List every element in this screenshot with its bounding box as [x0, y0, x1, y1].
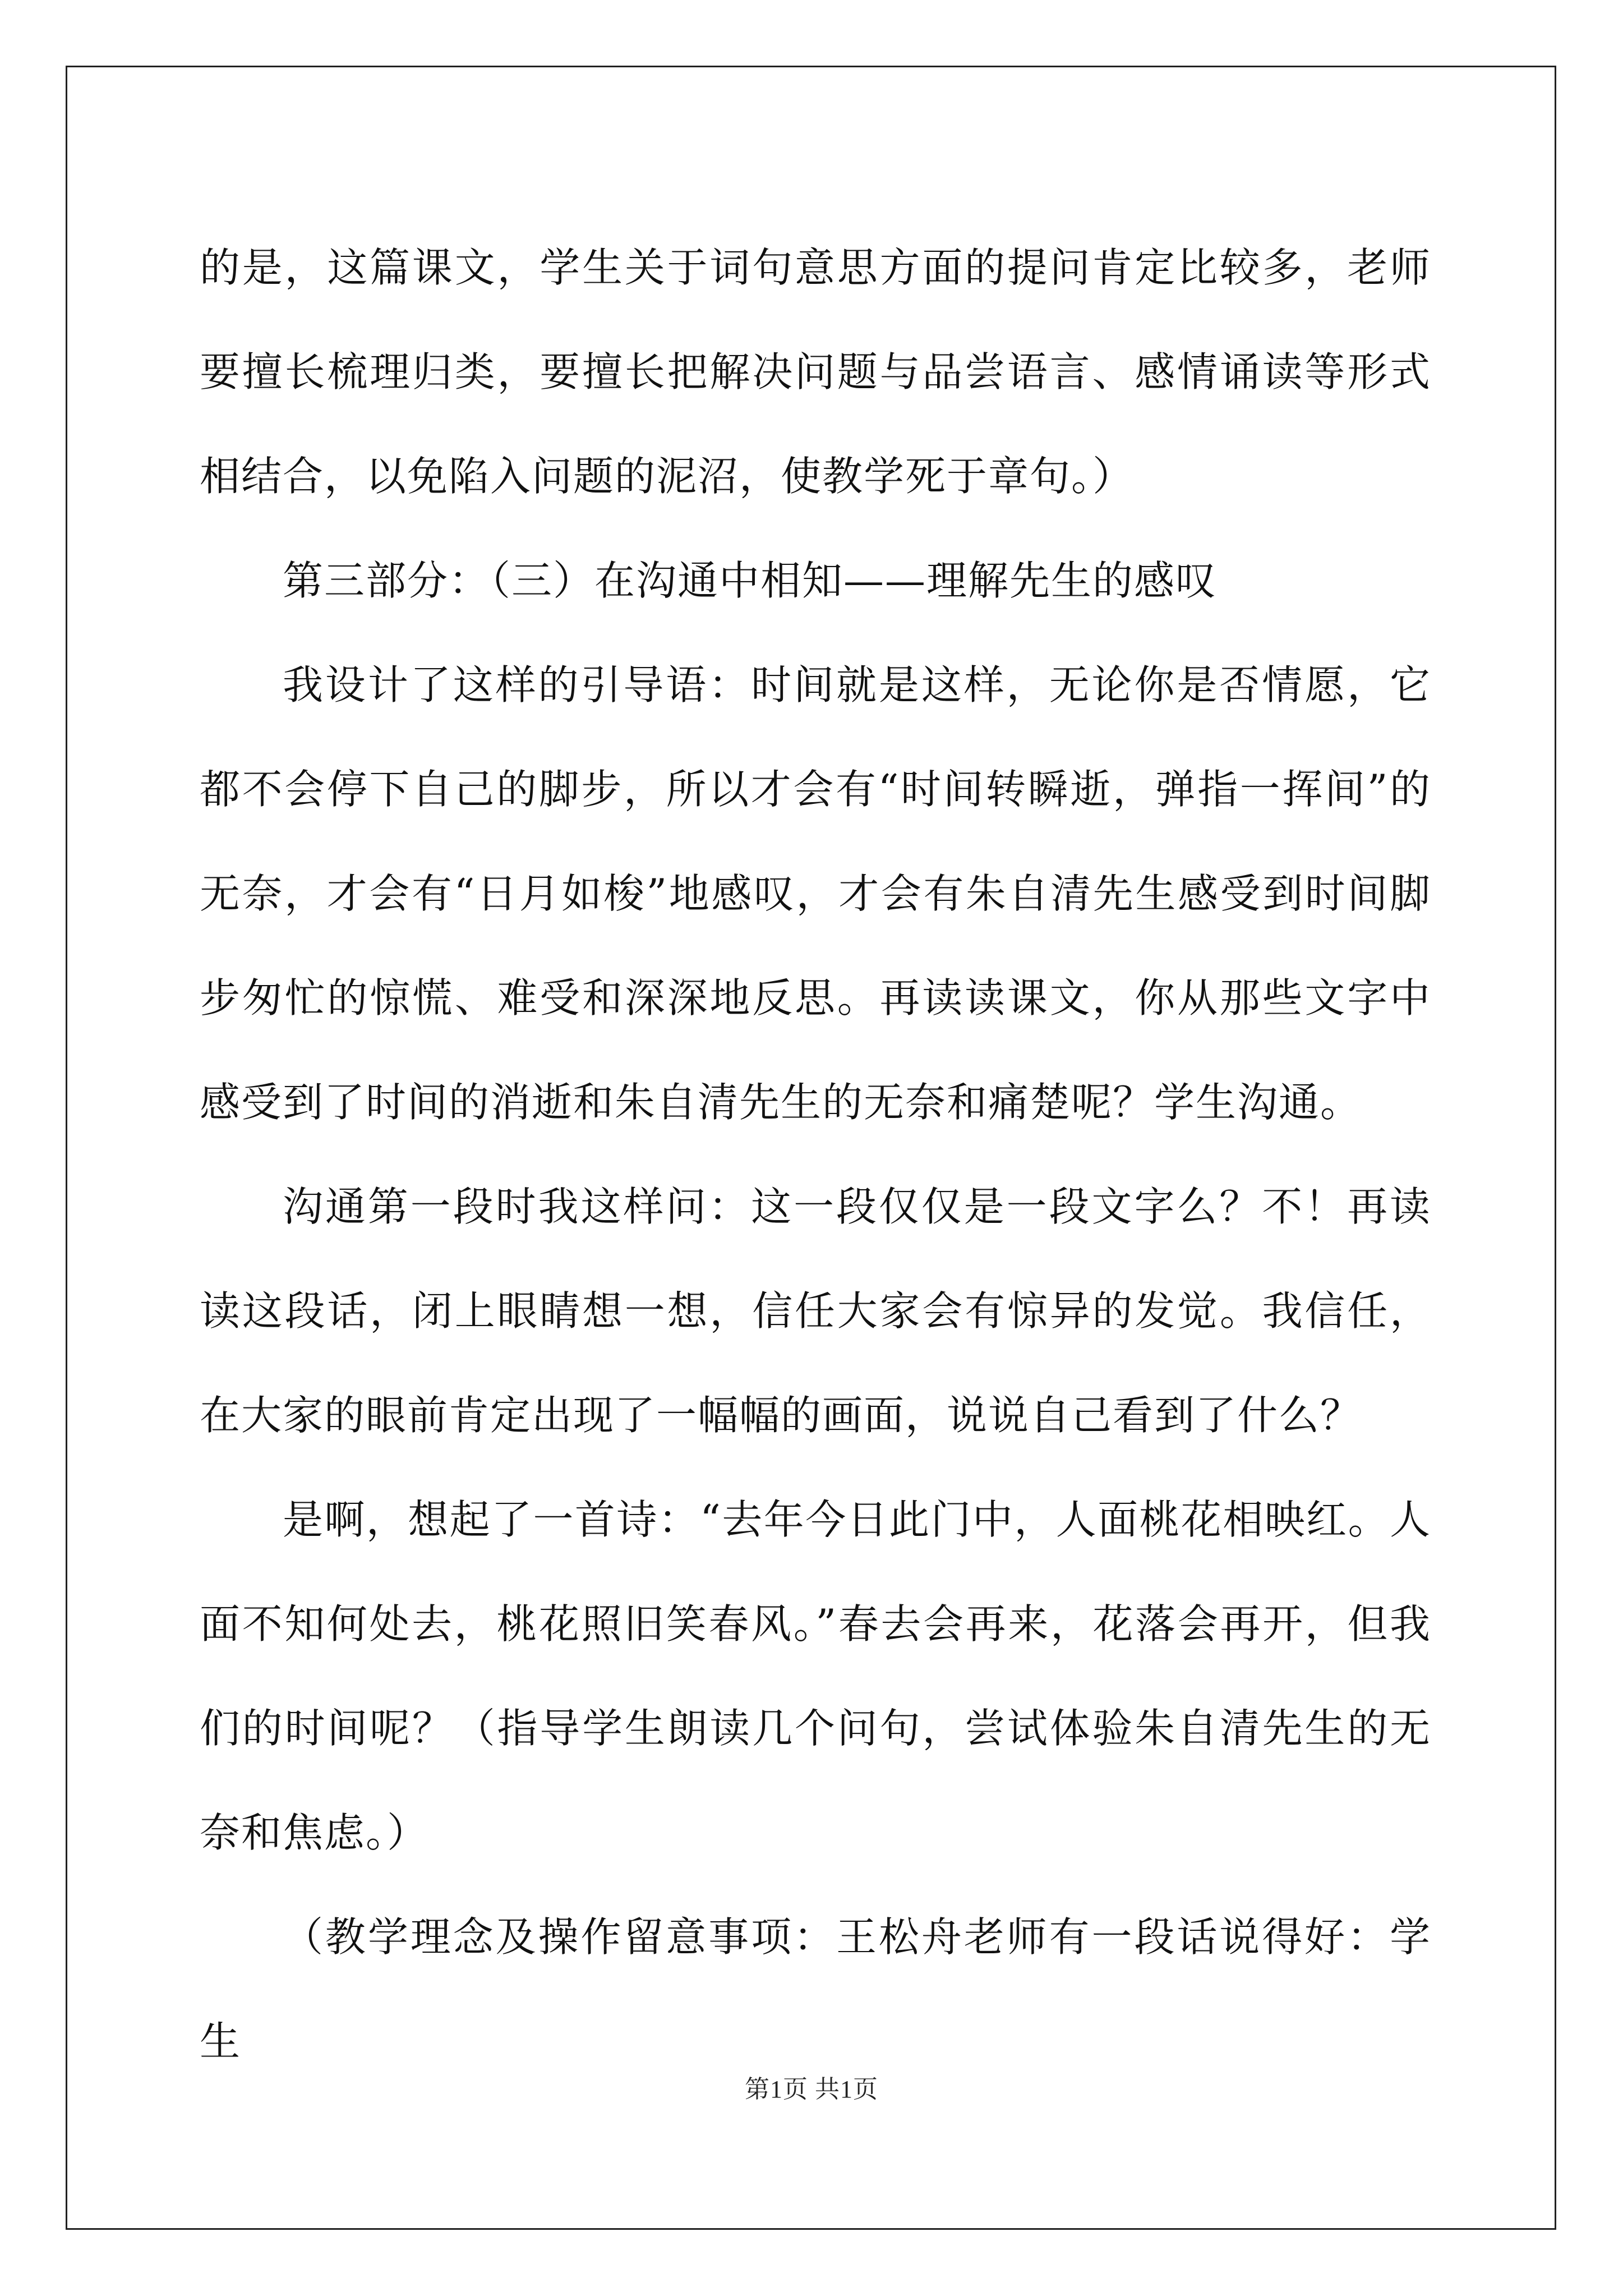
paragraph-6: （教学理念及操作留意事项：王松舟老师有一段话说得好：学生 — [200, 1913, 1431, 2065]
paragraph-3: 我设计了这样的引导语：时间就是这样，无论你是否情愿，它都不会停下自己的脚步，所以才会有“时间转瞬逝，弹指一挥间”的无奈，才会有“日月如梭”地感叹，才会有朱自清先生感受到时间脚步匆忙的惊慌、难受和深深地反思。再读读课文，你从那些文字中感受到了时间的消逝和朱自清先生的无奈和痛楚呢？学生沟通。 — [200, 661, 1431, 1126]
document-body — [200, 215, 1431, 2093]
paragraph-4: 沟通第一段时我这样问：这一段仅仅是一段文字么？不！再读读这段话，闭上眼睛想一想，信任大家会有惊异的发觉。我信任，在大家的眼前肯定出现了一幅幅的画面，说说自己看到了什么？ — [200, 1183, 1431, 1439]
paragraph-5: 是啊，想起了一首诗：“去年今日此门中，人面桃花相映红。人面不知何处去，桃花照旧笑春风。”春去会再来，花落会再开，但我们的时间呢？（指导学生朗读几个问句，尝试体验朱自清先生的无奈和焦虑。） — [200, 1496, 1431, 1856]
page-footer: 第1页 共1页 — [745, 2076, 878, 2103]
section-heading: 第三部分：（三）在沟通中相知——理解先生的感叹 — [283, 557, 1218, 604]
paragraph-1: 的是，这篇课文，学生关于词句意思方面的提问肯定比较多，老师要擅长梳理归类，要擅长把解决问题与品尝语言、感情诵读等形式相结合，以免陷入问题的泥沼，使教学死于章句。） — [200, 244, 1431, 500]
